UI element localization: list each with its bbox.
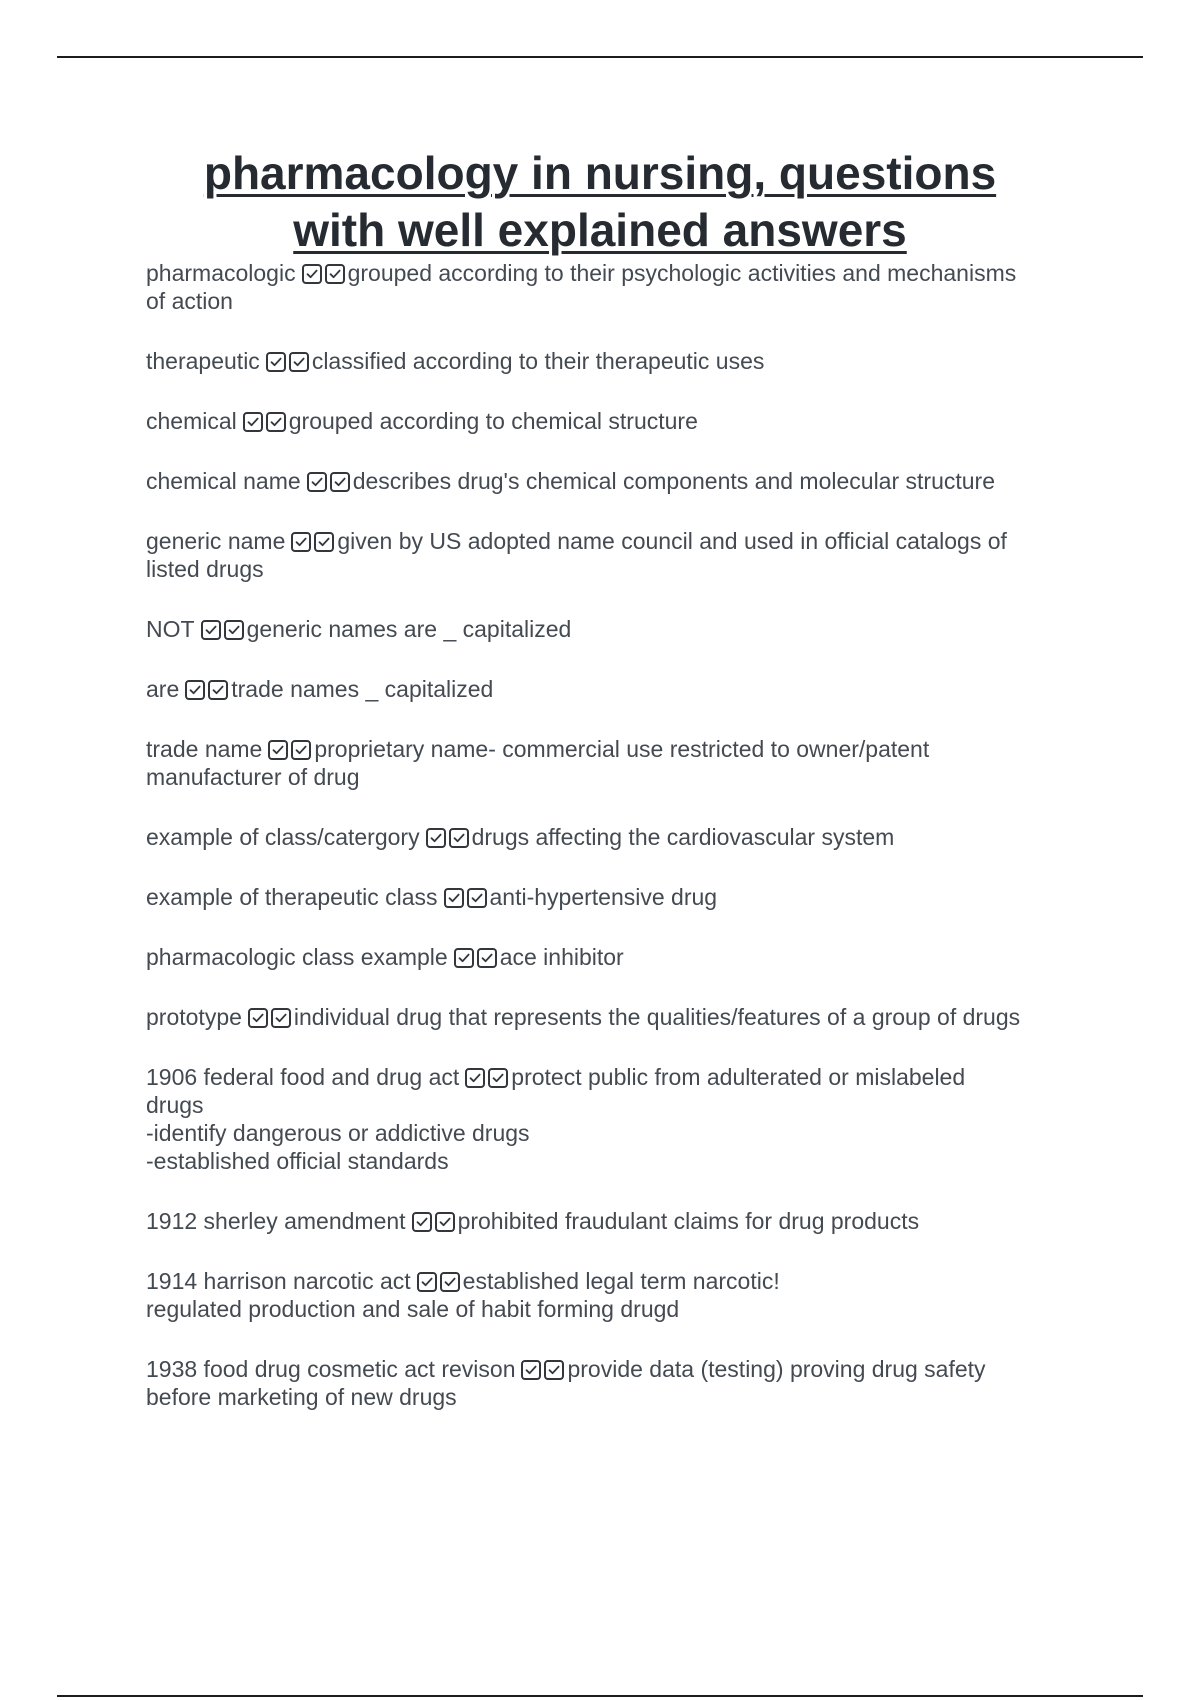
qa-first-line (146, 735, 1096, 763)
qa-first-line (146, 883, 1096, 911)
checked-box-icon (289, 352, 309, 372)
qa-answer-text: drugs (146, 1092, 204, 1118)
qa-answer-line (146, 287, 1096, 315)
qa-answer-text: grouped according to their psychologic activities and mechanisms (347, 260, 1017, 286)
qa-first-line (146, 675, 1096, 703)
checked-box-icon (412, 1212, 432, 1232)
qa-term: example of therapeutic class (146, 884, 438, 910)
checkmarks (521, 1356, 567, 1382)
qa-item (146, 1003, 1096, 1031)
qa-term: 1914 harrison narcotic act (146, 1268, 411, 1294)
checkmarks (266, 348, 312, 374)
qa-answer-line (146, 1383, 1096, 1411)
checked-box-icon (417, 1272, 437, 1292)
qa-answer-text: before marketing of new drugs (146, 1384, 457, 1410)
qa-answer-text: -identify dangerous or addictive drugs (146, 1120, 530, 1146)
checked-box-icon (248, 1008, 268, 1028)
qa-first-line (146, 1355, 1096, 1383)
qa-item (146, 735, 1096, 791)
qa-first-line (146, 1267, 1096, 1295)
qa-answer-text: manufacturer of drug (146, 764, 360, 790)
qa-term: NOT (146, 616, 195, 642)
qa-term: chemical (146, 408, 237, 434)
checkmarks (417, 1268, 463, 1294)
qa-first-line (146, 1003, 1096, 1031)
qa-term: trade name (146, 736, 263, 762)
checked-box-icon (291, 740, 311, 760)
checked-box-icon (224, 620, 244, 640)
qa-term: 1938 food drug cosmetic act revison (146, 1356, 516, 1382)
qa-answer-line (146, 1091, 1096, 1119)
checked-box-icon (302, 264, 322, 284)
qa-item (146, 823, 1096, 851)
checkmarks (412, 1208, 458, 1234)
qa-item (146, 943, 1096, 971)
qa-answer-text: anti-hypertensive drug (489, 884, 718, 910)
qa-answer-text: of action (146, 288, 233, 314)
qa-item (146, 527, 1096, 583)
qa-item (146, 407, 1096, 435)
qa-first-line (146, 407, 1096, 435)
qa-item (146, 347, 1096, 375)
qa-first-line (146, 347, 1096, 375)
checked-box-icon (208, 680, 228, 700)
checked-box-icon (201, 620, 221, 640)
qa-answer-line (146, 1119, 1096, 1147)
qa-answer-text: individual drug that represents the qualities/features of a group of drugs (293, 1004, 1021, 1030)
checkmarks (465, 1064, 511, 1090)
qa-answer-text: classified according to their therapeutic uses (311, 348, 765, 374)
checked-box-icon (488, 1068, 508, 1088)
qa-term: pharmacologic (146, 260, 296, 286)
bottom-rule (57, 1695, 1143, 1697)
qa-item (146, 883, 1096, 911)
qa-term: pharmacologic class example (146, 944, 448, 970)
qa-list (146, 259, 1096, 1443)
checked-box-icon (185, 680, 205, 700)
checked-box-icon (435, 1212, 455, 1232)
qa-item (146, 1355, 1096, 1411)
qa-item (146, 1267, 1096, 1323)
qa-term: 1906 federal food and drug act (146, 1064, 460, 1090)
qa-term: generic name (146, 528, 286, 554)
qa-first-line (146, 1063, 1096, 1091)
checked-box-icon (477, 948, 497, 968)
title-line-1: pharmacology in nursing, questions (203, 147, 997, 199)
checked-box-icon (307, 472, 327, 492)
qa-answer-line (146, 1295, 1096, 1323)
qa-item (146, 1063, 1096, 1175)
checked-box-icon (266, 352, 286, 372)
qa-answer-text: trade names _ capitalized (231, 676, 494, 702)
qa-first-line (146, 259, 1096, 287)
page-title (100, 145, 1100, 259)
qa-answer-text: generic names are _ capitalized (246, 616, 572, 642)
checked-box-icon (325, 264, 345, 284)
checked-box-icon (467, 888, 487, 908)
top-rule (57, 56, 1143, 58)
checked-box-icon (314, 532, 334, 552)
qa-term: 1912 sherley amendment (146, 1208, 406, 1234)
qa-first-line (146, 1207, 1096, 1235)
qa-answer-text: proprietary name- commercial use restricted to owner/patent (314, 736, 930, 762)
checked-box-icon (243, 412, 263, 432)
checkmarks (268, 736, 314, 762)
qa-item (146, 675, 1096, 703)
qa-answer-text: protect public from adulterated or mislabeled (511, 1064, 966, 1090)
checkmarks (307, 468, 353, 494)
checkmarks (426, 824, 472, 850)
qa-term: example of class/catergory (146, 824, 420, 850)
checked-box-icon (465, 1068, 485, 1088)
qa-answer-text: -established official standards (146, 1148, 449, 1174)
checked-box-icon (330, 472, 350, 492)
qa-answer-text: provide data (testing) proving drug safety (567, 1356, 986, 1382)
qa-answer-text: ace inhibitor (499, 944, 624, 970)
checked-box-icon (426, 828, 446, 848)
checkmarks (248, 1004, 294, 1030)
qa-answer-text: grouped according to chemical structure (288, 408, 698, 434)
checkmarks (454, 944, 500, 970)
qa-first-line (146, 527, 1096, 555)
checkmarks (291, 528, 337, 554)
checked-box-icon (266, 412, 286, 432)
qa-first-line (146, 615, 1096, 643)
qa-item (146, 615, 1096, 643)
checked-box-icon (444, 888, 464, 908)
qa-term: chemical name (146, 468, 301, 494)
qa-answer-text: established legal term narcotic! (462, 1268, 780, 1294)
qa-answer-line (146, 763, 1096, 791)
title-line-2: with well explained answers (293, 204, 907, 256)
checked-box-icon (271, 1008, 291, 1028)
checked-box-icon (521, 1360, 541, 1380)
qa-answer-text: drugs affecting the cardiovascular system (471, 824, 895, 850)
qa-answer-text: regulated production and sale of habit forming drugd (146, 1296, 680, 1322)
checked-box-icon (454, 948, 474, 968)
qa-answer-text: prohibited fraudulant claims for drug products (457, 1208, 920, 1234)
checked-box-icon (449, 828, 469, 848)
checked-box-icon (268, 740, 288, 760)
qa-item (146, 467, 1096, 495)
checkmarks (302, 260, 348, 286)
checked-box-icon (440, 1272, 460, 1292)
checkmarks (444, 884, 490, 910)
qa-first-line (146, 943, 1096, 971)
checkmarks (201, 616, 247, 642)
qa-first-line (146, 467, 1096, 495)
qa-item (146, 259, 1096, 315)
qa-answer-line (146, 1147, 1096, 1175)
checkmarks (185, 676, 231, 702)
checked-box-icon (544, 1360, 564, 1380)
qa-answer-text: given by US adopted name council and used in official catalogs of (337, 528, 1007, 554)
qa-item (146, 1207, 1096, 1235)
qa-answer-text: describes drug's chemical components and molecular structure (352, 468, 995, 494)
checkmarks (243, 408, 289, 434)
qa-term: therapeutic (146, 348, 260, 374)
qa-first-line (146, 823, 1096, 851)
qa-answer-text: listed drugs (146, 556, 264, 582)
qa-term: prototype (146, 1004, 242, 1030)
checked-box-icon (291, 532, 311, 552)
qa-answer-line (146, 555, 1096, 583)
qa-term: are (146, 676, 180, 702)
